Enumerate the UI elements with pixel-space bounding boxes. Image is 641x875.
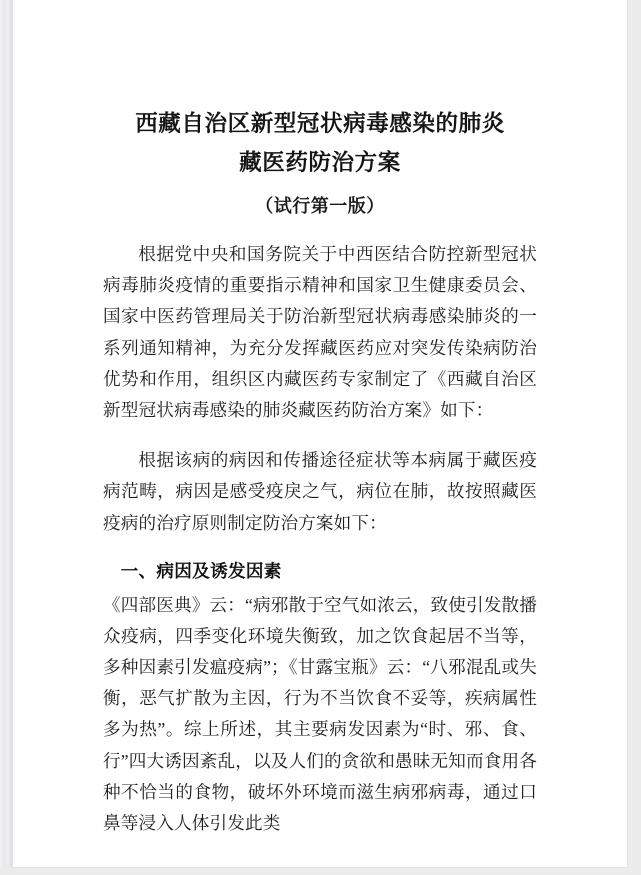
section-body-1: 《四部医典》云：“病邪散于空气如浓云，致使引发散播众疫病，四季变化环境失衡致，加之饮食起居不当等，多种因素引发瘟疫病”；《甘露宝瓶》云：“八邪混乱或失衡，恶气扩散为主因，行为不当饮食不妥等，疾病属性多为热”。综上所述，其主要病发因素为“时、邪、食、行”四大诱因紊乱，以及人们的贪欲和愚昧无知而食用各种不恰当的食物，破坏外环境而滋生病邪病毒，通过口鼻等浸入人体引发此类 [103, 594, 537, 834]
document-title-line-1: 西藏自治区新型冠状病毒感染的肺炎 [135, 111, 505, 136]
document-title-line-2: 藏医药防治方案 [239, 150, 401, 175]
page-right-backdrop [627, 0, 641, 875]
document-title-block [103, 104, 537, 220]
paragraph-2: 根据该病的病因和传播途径症状等本病属于藏医疫病范畴，病因是感受疫戾之气，病位在肺，故按照藏医疫病的治疗原则制定防治方案如下： [103, 450, 537, 533]
page-binding-gutter [0, 0, 13, 875]
document-text-column [103, 0, 537, 857]
document-page [13, 0, 627, 867]
document-subtitle: （试行第一版） [255, 196, 385, 216]
paragraph-1: 根据党中央和国务院关于中西医结合防控新型冠状病毒肺炎疫情的重要指示精神和国家卫生健康委员会、国家中医药管理局关于防治新型冠状病毒感染肺炎的一系列通知精神，为充分发挥藏医药应对突发传染病防治优势和作用，组织区内藏医药专家制定了《西藏自治区新型冠状病毒感染的肺炎藏医药防治方案》如下： [103, 244, 537, 421]
page-bottom-backdrop [0, 867, 641, 875]
section-heading-1: 一、病因及诱发因素 [120, 561, 282, 582]
